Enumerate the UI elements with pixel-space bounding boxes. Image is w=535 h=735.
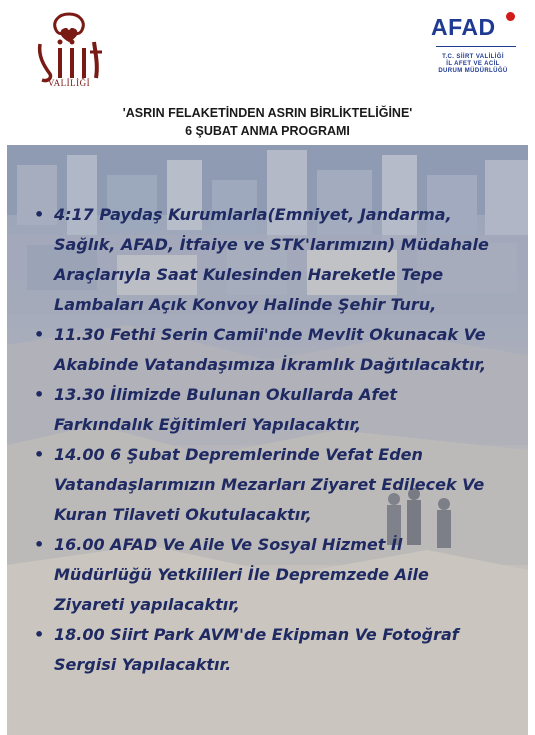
program-item [30, 200, 510, 320]
program-item-line: 4:17 Paydaş Kurumlarla(Emniyet, Jandarma, [54, 205, 452, 224]
bullet-icon: • [34, 205, 45, 224]
program-item-line: Sağlık, AFAD, İtfaiye ve STK'larımızın) Müdahale [54, 235, 489, 254]
program-item-line: Araçlarıyla Saat Kulesinden Hareketle Tepe [54, 265, 444, 284]
bullet-icon: • [34, 325, 45, 344]
program-item-line: 14.00 6 Şubat Depremlerinde Vefat Eden [54, 445, 423, 464]
afad-subtitle-line: İL AFET VE ACİL [446, 61, 500, 67]
program-item-line: 16.00 AFAD Ve Aile Ve Sosyal Hizmet İl [54, 535, 403, 554]
bullet-icon: • [34, 535, 45, 554]
program-item-line: Müdürlüğü Yetkilileri İle Depremzede Aile [54, 565, 429, 584]
bullet-icon: • [34, 625, 45, 644]
afad-divider [436, 46, 516, 47]
program-item-line: Farkındalık Eğitimleri Yapılacaktır, [54, 415, 362, 434]
afad-subtitle [428, 54, 518, 75]
program-item-line: Lambaları Açık Konvoy Halinde Şehir Turu, [54, 295, 437, 314]
program-item [30, 440, 510, 530]
afad-logo-dot-icon [506, 12, 515, 21]
program-item-line: Kuran Tilaveti Okutulacaktır, [54, 505, 312, 524]
title-line-1: 'ASRIN FELAKETİNDEN ASRIN BİRLİKTELİĞİNE' [122, 106, 413, 120]
program-item-line: Vatandaşlarımızın Mezarları Ziyaret Edilecek Ve [54, 475, 485, 494]
afad-subtitle-line: DURUM MÜDÜRLÜĞÜ [438, 68, 508, 74]
bullet-icon: • [34, 445, 45, 464]
program-item-line: 13.30 İlimizde Bulunan Okullarda Afet [54, 385, 398, 404]
afad-subtitle-line: T.C. SİİRT VALİLİĞİ [442, 54, 504, 60]
valiligi-caption: VALİLİĞİ [47, 78, 91, 88]
afad-logo: AFAD [431, 14, 496, 40]
program-item [30, 530, 510, 620]
program-item-line: 11.30 Fethi Serin Camii'nde Mevlit Okunacak Ve [54, 325, 486, 344]
program-item-line: Akabinde Vatandaşımıza İkramlık Dağıtılacaktır, [54, 355, 487, 374]
program-item-line: Ziyareti yapılacaktır, [54, 595, 240, 614]
program-item [30, 380, 510, 440]
title-line-2: 6 ŞUBAT ANMA PROGRAMI [185, 124, 350, 138]
program-item-line: 18.00 Siirt Park AVM'de Ekipman Ve Fotoğraf [54, 625, 459, 644]
program-item-line: Sergisi Yapılacaktır. [54, 655, 232, 674]
page-title [0, 104, 535, 140]
program-list [30, 200, 510, 680]
program-item [30, 320, 510, 380]
bullet-icon: • [34, 385, 45, 404]
header [0, 0, 535, 140]
program-item [30, 620, 510, 680]
